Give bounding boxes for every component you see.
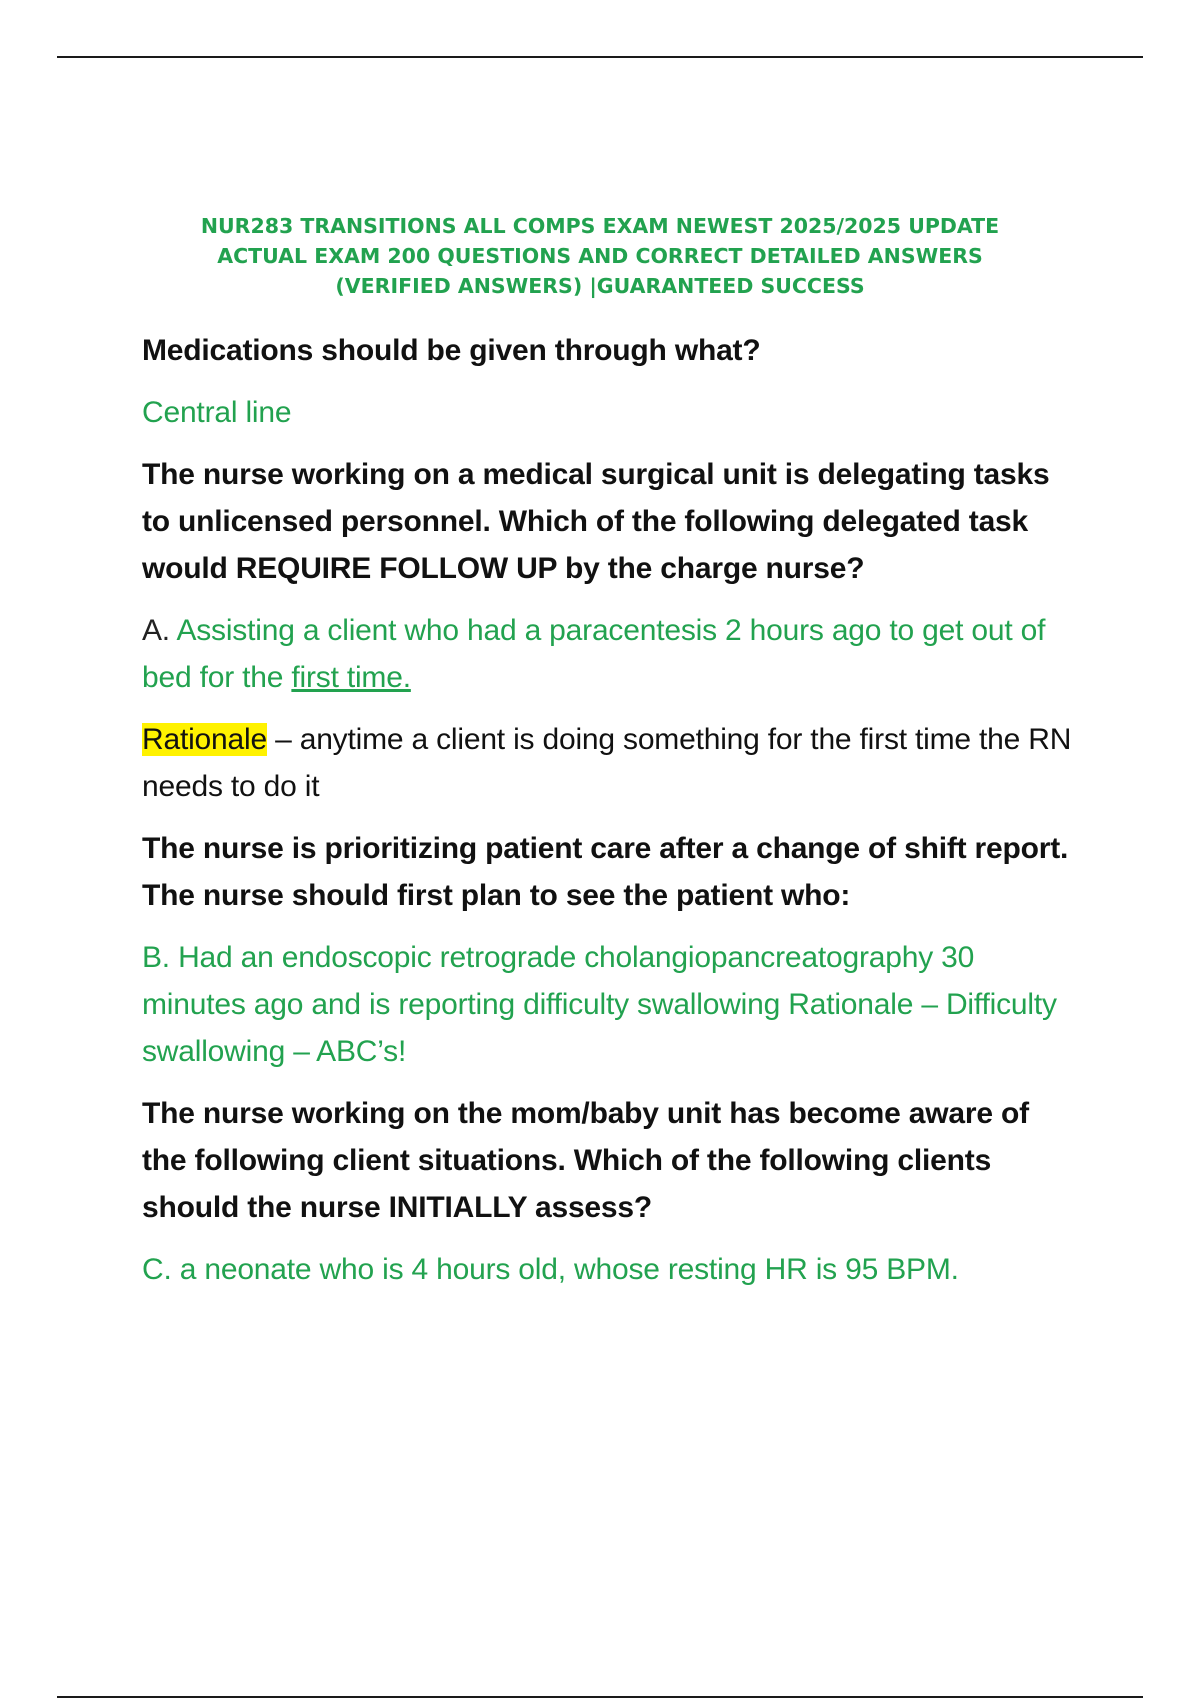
answer-2 [142, 607, 1072, 701]
answer-1: Central line [142, 396, 292, 429]
question-3: The nurse is prioritizing patient care after a change of shift report. The nurse should first plan to see the patient who: [142, 832, 1069, 912]
bottom-rule [57, 1696, 1143, 1698]
question-4: The nurse working on the mom/baby unit has become aware of the following client situations. Which of the following clients should the nurse INITIALLY assess? [142, 1097, 1029, 1224]
rationale-2-highlight: Rationale [142, 723, 267, 756]
question-1: Medications should be given through what? [142, 334, 761, 367]
qa-content [142, 327, 1072, 1308]
rationale-2 [142, 716, 1072, 810]
answer-2-letter: A. [142, 614, 177, 647]
answer-2-text: Assisting a client who had a paracentesis 2 hours ago to get out of bed for the [142, 614, 1046, 694]
header-line-2: ACTUAL EXAM 200 QUESTIONS AND CORRECT DETAILED ANSWERS [217, 244, 983, 268]
question-2: The nurse working on a medical surgical unit is delegating tasks to unlicensed personnel. Which of the following delegated task would REQUIRE FOLLOW UP by the charge nurse? [142, 458, 1050, 585]
header-line-1: NUR283 TRANSITIONS ALL COMPS EXAM NEWEST 2025/2025 UPDATE [200, 214, 1000, 238]
header-line-3: (VERIFIED ANSWERS) |GUARANTEED SUCCESS [335, 274, 865, 298]
top-rule [57, 56, 1143, 58]
rationale-2-text: – anytime a client is doing something for the first time the RN needs to do it [142, 723, 1072, 803]
answer-4: C. a neonate who is 4 hours old, whose resting HR is 95 BPM. [142, 1253, 959, 1286]
answer-3: B. Had an endoscopic retrograde cholangiopancreatography 30 minutes ago and is reporting difficulty swallowing Rationale – Difficulty swallowing – ABC’s! [142, 941, 1057, 1068]
document-header [160, 211, 1040, 301]
answer-2-underlined: first time. [291, 661, 411, 694]
